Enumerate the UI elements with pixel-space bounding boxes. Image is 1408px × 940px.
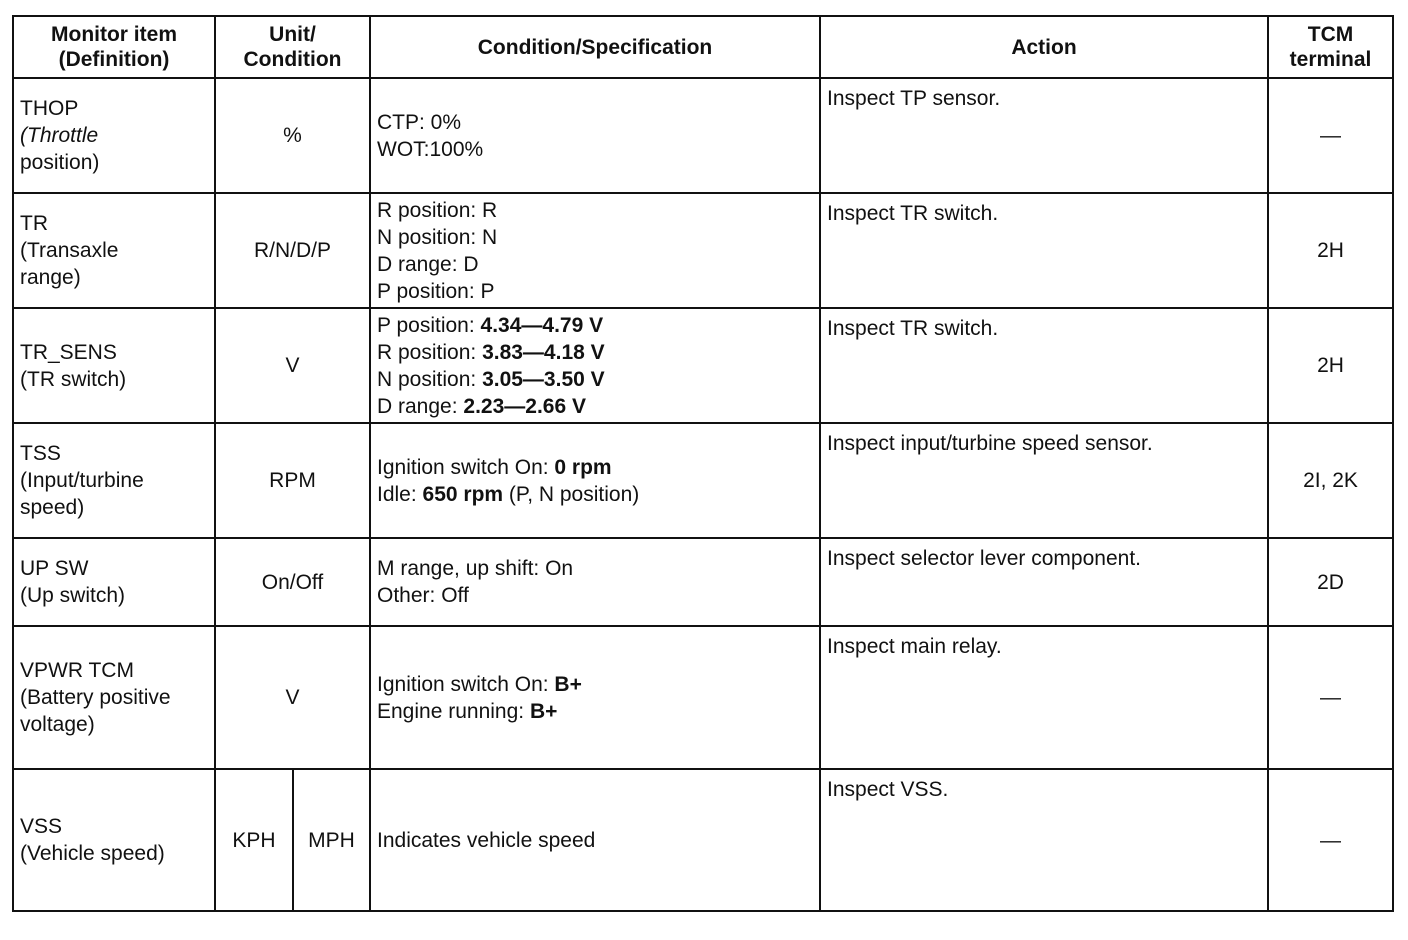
- spec-line: [377, 312, 813, 339]
- action-cell: Inspect VSS.: [820, 769, 1268, 911]
- spec-line: Indicates vehicle speed: [377, 828, 596, 852]
- spec-label: Engine running:: [377, 699, 530, 723]
- spec-label: Ignition switch On:: [377, 455, 555, 479]
- spec-line: Other: Off: [377, 584, 469, 607]
- action-cell: Inspect input/turbine speed sensor.: [820, 423, 1268, 538]
- header-terminal: [1268, 16, 1393, 78]
- spec-line: N position: N: [377, 225, 498, 249]
- table-row: [13, 78, 1393, 193]
- header-terminal-line1: TCM: [1307, 23, 1354, 46]
- monitor-item: UP SW: [20, 557, 89, 580]
- monitor-item-cell: [13, 626, 215, 769]
- unit-cell: RPM: [215, 423, 370, 538]
- unit-cell: V: [215, 626, 370, 769]
- spec-label: Ignition switch On:: [377, 672, 555, 696]
- definition-line: speed): [20, 496, 85, 519]
- action-cell: Inspect TR switch.: [820, 308, 1268, 423]
- header-action: Action: [820, 16, 1268, 78]
- spec-line: R position: R: [377, 198, 498, 222]
- spec-label: Idle:: [377, 482, 423, 506]
- spec-line: WOT:100%: [377, 137, 484, 161]
- spec-line: [377, 339, 813, 366]
- unit-cell: On/Off: [215, 538, 370, 626]
- definition-line: (Battery positive: [20, 686, 171, 709]
- terminal-cell: 2D: [1268, 538, 1393, 626]
- header-row: [13, 16, 1393, 78]
- definition-line: position): [20, 151, 100, 174]
- definition-line: (Input/turbine: [20, 469, 144, 492]
- action-cell: Inspect main relay.: [820, 626, 1268, 769]
- definition-line: (Transaxle: [20, 239, 119, 262]
- monitor-item-cell: [13, 538, 215, 626]
- spec-cell: [370, 308, 820, 423]
- unit-kph-cell: KPH: [215, 769, 293, 911]
- monitor-item: VSS: [20, 815, 63, 838]
- table-row: [13, 769, 1393, 911]
- action-cell: Inspect selector lever component.: [820, 538, 1268, 626]
- header-unit: [215, 16, 370, 78]
- header-spec: Condition/Specification: [370, 16, 820, 78]
- header-unit-line1: Unit/: [269, 23, 316, 46]
- spec-value: 650 rpm: [422, 482, 504, 506]
- spec-value: 3.83—4.18 V: [482, 340, 605, 364]
- definition-line: (Throttle: [20, 124, 99, 147]
- terminal-cell: —: [1268, 626, 1393, 769]
- terminal-cell: 2I, 2K: [1268, 423, 1393, 538]
- spec-label: P position:: [377, 313, 481, 337]
- header-monitor-item-line2: (Definition): [58, 48, 170, 71]
- spec-suffix: (P, N position): [503, 482, 640, 506]
- terminal-cell: 2H: [1268, 308, 1393, 423]
- spec-value: 3.05—3.50 V: [482, 367, 605, 391]
- action-cell: Inspect TP sensor.: [820, 78, 1268, 193]
- monitor-item: TR_SENS: [20, 340, 117, 364]
- spec-line: P position: P: [377, 279, 495, 303]
- monitor-item: TSS: [20, 442, 61, 465]
- header-monitor-item-line1: Monitor item: [51, 23, 177, 46]
- monitor-item-cell: [13, 769, 215, 911]
- monitor-item-cell: [13, 193, 215, 308]
- spec-cell: [370, 193, 820, 308]
- spec-label: D range:: [377, 394, 464, 418]
- unit-cell: V: [215, 308, 370, 423]
- spec-line: [377, 481, 813, 508]
- spec-line: [377, 698, 813, 725]
- spec-label: R position:: [377, 340, 483, 364]
- monitor-item: THOP: [20, 97, 79, 120]
- spec-cell: [370, 769, 820, 911]
- table-row: [13, 626, 1393, 769]
- definition-line: voltage): [20, 713, 95, 736]
- spec-value: 2.23—2.66 V: [463, 394, 586, 418]
- table-row: [13, 538, 1393, 626]
- spec-line: [377, 671, 813, 698]
- definition-line: range): [20, 266, 81, 289]
- header-monitor-item: [13, 16, 215, 78]
- definition-line: (Up switch): [20, 584, 126, 607]
- spec-line: D range: D: [377, 252, 479, 276]
- table-row: [13, 308, 1393, 423]
- spec-cell: [370, 423, 820, 538]
- table-row: [13, 423, 1393, 538]
- spec-cell: [370, 626, 820, 769]
- spec-label: N position:: [377, 367, 483, 391]
- monitor-item-cell: [13, 308, 215, 423]
- monitor-item-cell: [13, 423, 215, 538]
- terminal-cell: —: [1268, 78, 1393, 193]
- monitor-table: [12, 15, 1394, 912]
- spec-value: 4.34—4.79 V: [480, 313, 604, 337]
- spec-value: B+: [529, 699, 558, 723]
- header-terminal-line2: terminal: [1289, 48, 1372, 71]
- spec-cell: [370, 78, 820, 193]
- spec-line: CTP: 0%: [377, 110, 462, 134]
- monitor-item-cell: [13, 78, 215, 193]
- terminal-cell: 2H: [1268, 193, 1393, 308]
- unit-mph-cell: MPH: [293, 769, 370, 911]
- unit-cell: R/N/D/P: [215, 193, 370, 308]
- definition-line: (Vehicle speed): [20, 842, 165, 865]
- monitor-item: TR: [20, 212, 48, 235]
- spec-line: [377, 393, 813, 420]
- terminal-cell: —: [1268, 769, 1393, 911]
- table-row: [13, 193, 1393, 308]
- spec-line: M range, up shift: On: [377, 557, 574, 580]
- definition-line: (TR switch): [20, 367, 127, 391]
- header-unit-line2: Condition: [243, 48, 342, 71]
- spec-line: [377, 366, 813, 393]
- spec-line: [377, 454, 813, 481]
- action-cell: Inspect TR switch.: [820, 193, 1268, 308]
- monitor-item: VPWR TCM: [20, 659, 134, 682]
- spec-cell: [370, 538, 820, 626]
- spec-value: B+: [554, 672, 582, 696]
- spec-value: 0 rpm: [554, 455, 612, 479]
- unit-cell: %: [215, 78, 370, 193]
